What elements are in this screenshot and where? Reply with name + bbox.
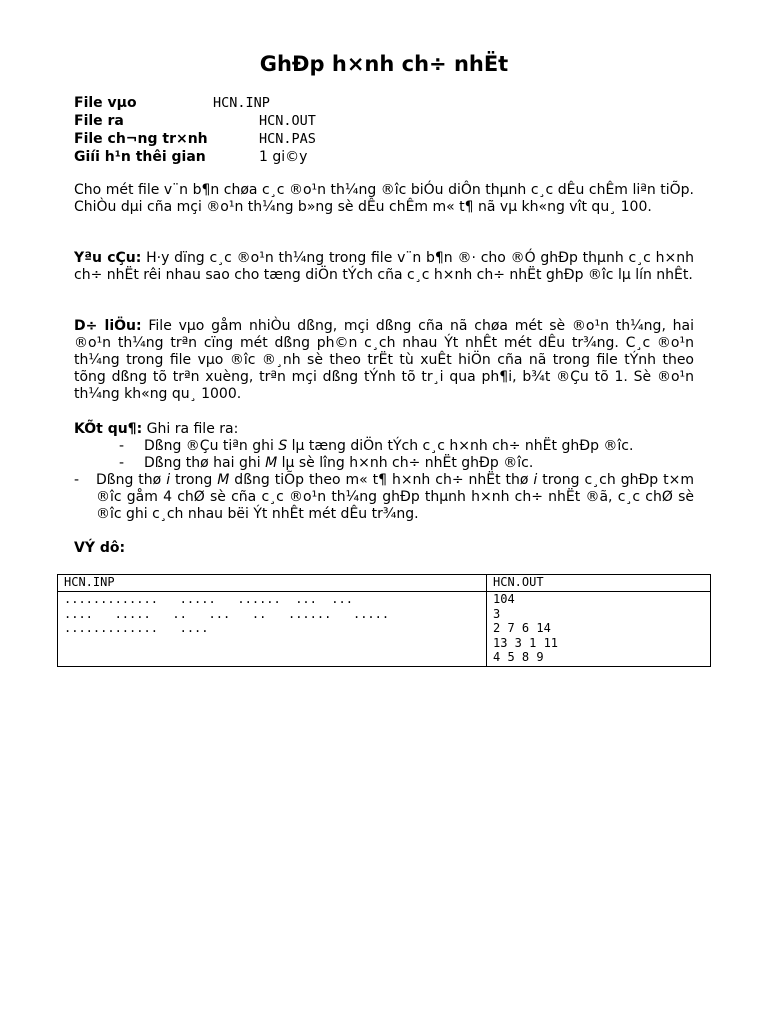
list-item-variable: S <box>278 438 288 454</box>
document-title: GhÐp h×nh ch÷ nhËt <box>259 52 509 76</box>
list-dash: - <box>74 472 80 488</box>
requirement-text: H·y dïng c¸c ®o¹n th¼ng trong file v¨n b¶n ®· cho ®Ó ghÐp thµnh c¸c h×nh ch÷ nhËt rêi nhau sao cho tæng diÖn tÝch cña c¸c h×nh ch÷ nhËt ghÐp ®îc lµ lín nhÊt. <box>74 250 694 283</box>
output-line: 104 <box>493 592 515 606</box>
input-description-paragraph <box>74 318 694 403</box>
list-item <box>74 438 694 455</box>
list-dash: - <box>119 438 125 454</box>
table-header-row <box>58 575 711 592</box>
output-line: 3 <box>493 606 501 621</box>
example-table <box>57 574 711 667</box>
meta-input-file <box>74 94 694 112</box>
table-cell-input <box>58 592 487 667</box>
input-line: .... ..... .. ... .. ...... ..... <box>64 606 390 621</box>
list-item-text: lµ sè lîng h×nh ch÷ nhËt ghÐp ®îc. <box>277 455 534 471</box>
table-cell-output <box>487 592 711 667</box>
intro-paragraph: Cho mét file v¨n b¶n chøa c¸c ®o¹n th¼ng ®îc biÓu diÔn thµnh c¸c dÊu chÊm liªn tiÕp. ChiÒu dµi cña mçi ®o¹n th¼ng b»ng sè dÊu chÊm m« t¶ nã vµ kh«ng vît qu¸ 100. <box>74 182 694 215</box>
table-row <box>58 592 711 667</box>
list-item <box>74 455 694 472</box>
requirement-label: Yªu cÇu: <box>74 250 142 266</box>
meta-value: HCN.INP <box>213 95 270 111</box>
meta-label: File ch¬ng tr×nh <box>74 131 208 147</box>
meta-time-limit <box>74 148 694 166</box>
output-line: 2 7 6 14 <box>493 621 551 635</box>
table-header-input: HCN.INP <box>58 575 487 592</box>
input-line: ............. .... <box>64 621 209 635</box>
list-item-variable: i <box>533 472 538 488</box>
list-item-variable: M <box>217 472 230 488</box>
list-item-text: trong c¸ch ghÐp t×m ®îc gåm 4 chØ sè cña c¸c ®o¹n th¼ng ghÐp thµnh h×nh ch÷ nhËt ®ã, c¸c chØ sè ®îc ghi c¸ch nhau bëi Ýt nhÊt mét dÊu tr¾ng. <box>96 472 694 522</box>
list-item-text: Dßng thø <box>96 472 167 488</box>
result-list <box>74 438 694 523</box>
list-item-text: lµ tæng diÖn tÝch c¸c h×nh ch÷ nhËt ghÐp ®îc. <box>287 438 634 454</box>
input-description-label: D÷ liÖu: <box>74 318 142 334</box>
meta-value: HCN.OUT <box>259 113 316 129</box>
result-label: KÕt qu¶: <box>74 421 143 437</box>
file-info <box>74 94 694 166</box>
list-item-variable: M <box>265 455 278 471</box>
example-label: VÝ dô: <box>74 540 126 556</box>
list-item-text: trong <box>170 472 218 488</box>
list-item-text: dßng tiÕp theo m« t¶ h×nh ch÷ nhËt thø <box>229 472 534 488</box>
input-description-text: File vµo gåm nhiÒu dßng, mçi dßng cña nã chøa mét sè ®o¹n th¼ng, hai ®o¹n th¼ng trªn cïng mét dßng ph©n c¸ch nhau Ýt nhÊt mét dÊu tr¾ng. C¸c ®o¹n th¼ng trong file vµo ®îc ®¸nh sè theo trËt tù xuÊt hiÖn cña nã trong file tÝnh theo tõng dßng tõ trªn xuèng, trªn mçi dßng tÝnh tõ tr¸i qua ph¶i, b¾t ®Çu tõ 1. Sè ®o¹n th¼ng kh«ng qu¸ 1000. <box>74 318 694 402</box>
meta-value: 1 gi©y <box>259 149 308 165</box>
result-text: Ghi ra file ra: <box>142 421 239 437</box>
meta-value: HCN.PAS <box>259 131 316 147</box>
result-heading <box>74 421 694 438</box>
list-item <box>74 472 694 523</box>
meta-label: File vµo <box>74 95 137 111</box>
list-item-text: Dßng thø hai ghi <box>144 455 266 471</box>
meta-program-file <box>74 130 694 148</box>
requirement-paragraph <box>74 250 694 284</box>
list-item-text: Dßng ®Çu tiªn ghi <box>144 438 279 454</box>
list-dash: - <box>119 455 125 471</box>
table-header-output: HCN.OUT <box>487 575 711 592</box>
meta-output-file <box>74 112 694 130</box>
meta-label: File ra <box>74 113 124 129</box>
output-line: 13 3 1 11 <box>493 635 559 650</box>
list-item-variable: i <box>166 472 171 488</box>
meta-label: Giíi h¹n thêi gian <box>74 149 206 165</box>
input-line: ............. ..... ...... ... ... <box>64 592 353 606</box>
output-line: 4 5 8 9 <box>493 650 544 664</box>
